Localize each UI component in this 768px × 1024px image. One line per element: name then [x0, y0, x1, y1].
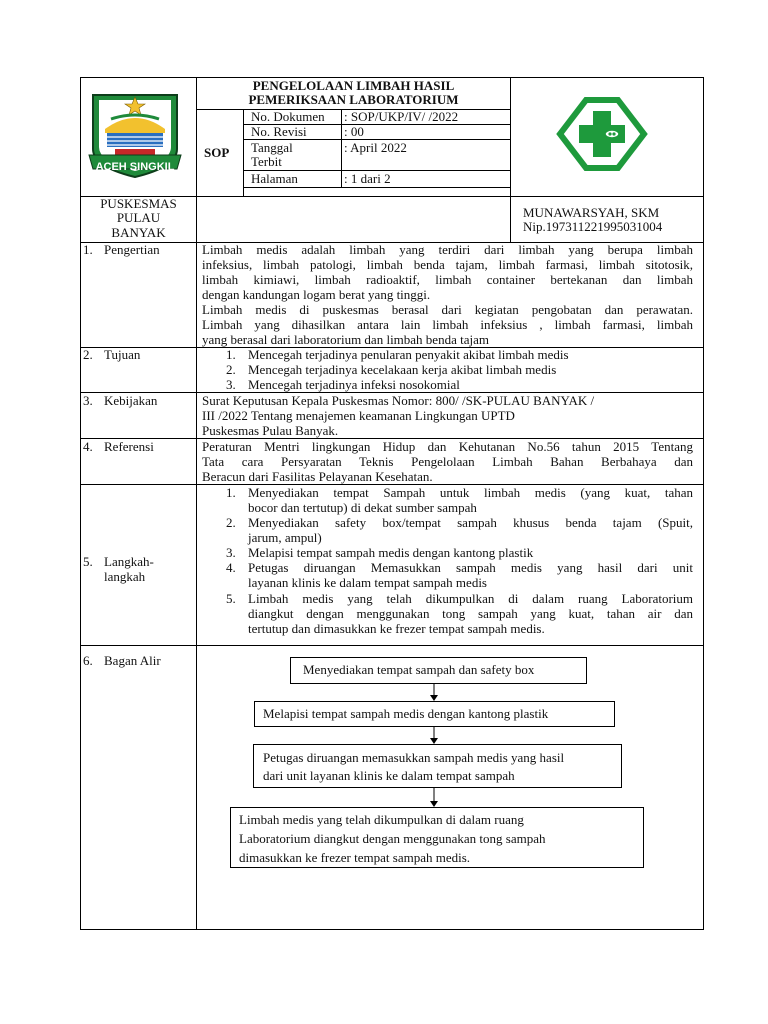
- section-num: 6.: [83, 653, 93, 668]
- field-label-no-revisi: No. Revisi: [251, 124, 307, 139]
- field-label-terbit: Terbit: [251, 154, 282, 169]
- flow-box-text: Melapisi tempat sampah medis dengan kantong plastik: [263, 706, 549, 721]
- aceh-singkil-logo: [85, 89, 185, 181]
- langkah-item-num: 5.: [226, 591, 236, 606]
- signer-name: MUNAWARSYAH, SKM: [523, 205, 660, 220]
- section-num: 3.: [83, 393, 93, 408]
- section-num: 4.: [83, 439, 93, 454]
- field-value-tanggal: : April 2022: [344, 140, 407, 155]
- kebijakan-line: Puskesmas Pulau Banyak.: [202, 423, 339, 438]
- flow-box-2: [254, 701, 615, 727]
- pengertian-line: limbah kimiawi, limbah radioaktif, limbah container bertekanan dan limbah: [202, 272, 693, 287]
- flow-box-3: [253, 744, 622, 788]
- langkah-item-line: Petugas diruangan Memasukkan sampah medis yang hasil dari unit: [248, 560, 693, 575]
- field-value-no-dokumen: : SOP/UKP/IV/ /2022: [344, 109, 459, 124]
- section-label-bagan: Bagan Alir: [104, 653, 161, 668]
- langkah-item-line: tertutup dan dimasukkan ke frezer tempat sampah medis.: [248, 621, 545, 636]
- referensi-line: Beracun dari Fasilitas Pelayanan Kesehatan.: [202, 469, 433, 484]
- flow-box-text: Limbah medis yang telah dikumpulkan di dalam ruang: [239, 812, 524, 827]
- flow-arrow-icon: [428, 684, 440, 702]
- section-num: 5.: [83, 554, 93, 569]
- flow-box-4: [230, 807, 644, 868]
- langkah-item-line: bocor dan tertutup) di dekat sumber sampah: [248, 500, 477, 515]
- tujuan-item: Mencegah terjadinya penularan penyakit akibat limbah medis: [248, 347, 569, 362]
- pengertian-line: dengan kandungan logam berat yang tinggi.: [202, 287, 431, 302]
- pengertian-line: infeksius, limbah patologi, limbah benda tajam, limbah farmasi, limbah sitotosik,: [202, 257, 693, 272]
- doc-title-line1: PENGELOLAAN LIMBAH HASIL: [252, 78, 455, 93]
- pengertian-line: Limbah yang dihasilkan antara lain limbah infeksius , limbah farmasi, limbah: [202, 317, 693, 332]
- field-label-tanggal: Tanggal: [251, 140, 293, 155]
- langkah-item-num: 1.: [226, 485, 236, 500]
- doc-title-line2: PEMERIKSAAN LABORATORIUM: [248, 92, 459, 107]
- section-num: 2.: [83, 347, 93, 362]
- tujuan-item: Mencegah terjadinya infeksi nosokomial: [248, 377, 460, 392]
- flow-box-1: [290, 657, 587, 684]
- signer-nip: Nip.197311221995031004: [523, 219, 663, 234]
- org-name-line2: PULAU: [116, 210, 161, 225]
- section-label-tujuan: Tujuan: [104, 347, 141, 362]
- pengertian-line: Limbah medis di puskesmas berasal dari kegiatan pengobatan dan perawatan.: [202, 302, 693, 317]
- section-label-langkah-2: langkah: [104, 569, 146, 584]
- referensi-line: Peraturan Mentri lingkungan Hidup dan Kehutanan No.56 tahun 2015 Tentang: [202, 439, 693, 454]
- langkah-item-num: 2.: [226, 515, 236, 530]
- langkah-item-num: 4.: [226, 560, 236, 575]
- tujuan-item-num: 1.: [226, 347, 236, 362]
- flow-arrow-icon: [428, 727, 440, 745]
- flow-arrow-icon: [428, 788, 440, 808]
- sop-label: SOP: [204, 145, 230, 160]
- org-name-line1: PUSKESMAS: [100, 196, 177, 211]
- field-label-no-dokumen: No. Dokumen: [251, 109, 325, 124]
- field-value-no-revisi: : 00: [344, 124, 364, 139]
- langkah-item-line: Melapisi tempat sampah medis dengan kantong plastik: [248, 545, 534, 560]
- section-label-referensi: Referensi: [104, 439, 154, 454]
- flow-box-text: Petugas diruangan memasukkan sampah medis yang hasil: [263, 750, 565, 765]
- flow-box-text: dari unit layanan klinis ke dalam tempat sampah: [263, 768, 515, 783]
- field-label-halaman: Halaman: [251, 171, 298, 186]
- tujuan-item: Mencegah terjadinya kecelakaan kerja akibat limbah medis: [248, 362, 557, 377]
- langkah-item-line: Menyediakan safety box/tempat sampah khusus benda tajam (Spuit,: [248, 515, 693, 530]
- langkah-item-line: Menyediakan tempat Sampah untuk limbah medis (yang kuat, tahan: [248, 485, 693, 500]
- kebijakan-line: III /2022 Tentang menajemen keamanan Lingkungan UPTD: [202, 408, 515, 423]
- langkah-item-num: 3.: [226, 545, 236, 560]
- puskesmas-logo: [556, 97, 648, 171]
- field-value-halaman: : 1 dari 2: [344, 171, 391, 186]
- pengertian-line: Limbah medis adalah limbah yang terdiri dari limbah yang berupa limbah: [202, 242, 693, 257]
- tujuan-item-num: 2.: [226, 362, 236, 377]
- referensi-line: Tata cara Persyaratan Teknis Pengelolaan Limbah Bahan Berbahaya dan: [202, 454, 693, 469]
- langkah-item-line: jarum, ampul): [248, 530, 322, 545]
- section-label-langkah-1: Langkah-: [104, 554, 154, 569]
- flow-box-text: Menyediakan tempat sampah dan safety box: [303, 662, 535, 677]
- tujuan-item-num: 3.: [226, 377, 236, 392]
- langkah-item-line: layanan klinis ke dalam tempat sampah medis: [248, 575, 487, 590]
- section-num: 1.: [83, 242, 93, 257]
- kebijakan-line: Surat Keputusan Kepala Puskesmas Nomor: 800/ /SK-PULAU BANYAK /: [202, 393, 595, 408]
- org-name-line3: BANYAK: [111, 225, 166, 240]
- section-label-kebijakan: Kebijakan: [104, 393, 158, 408]
- langkah-item-line: diangkut dengan menggunakan tong sampah yang kuat, tahan air dan: [248, 606, 693, 621]
- langkah-item-line: Limbah medis yang telah dikumpulkan di dalam ruang Laboratorium: [248, 591, 693, 606]
- section-label-pengertian: Pengertian: [104, 242, 160, 257]
- flow-box-text: Laboratorium diangkut dengan menggunakan tong sampah: [239, 831, 546, 846]
- logo-text: ACEH SINGKIL: [95, 161, 175, 173]
- flow-box-text: dimasukkan ke frezer tempat sampah medis.: [239, 850, 471, 865]
- pengertian-line: yang berasal dari laboratorium dan limbah benda tajam: [202, 332, 489, 347]
